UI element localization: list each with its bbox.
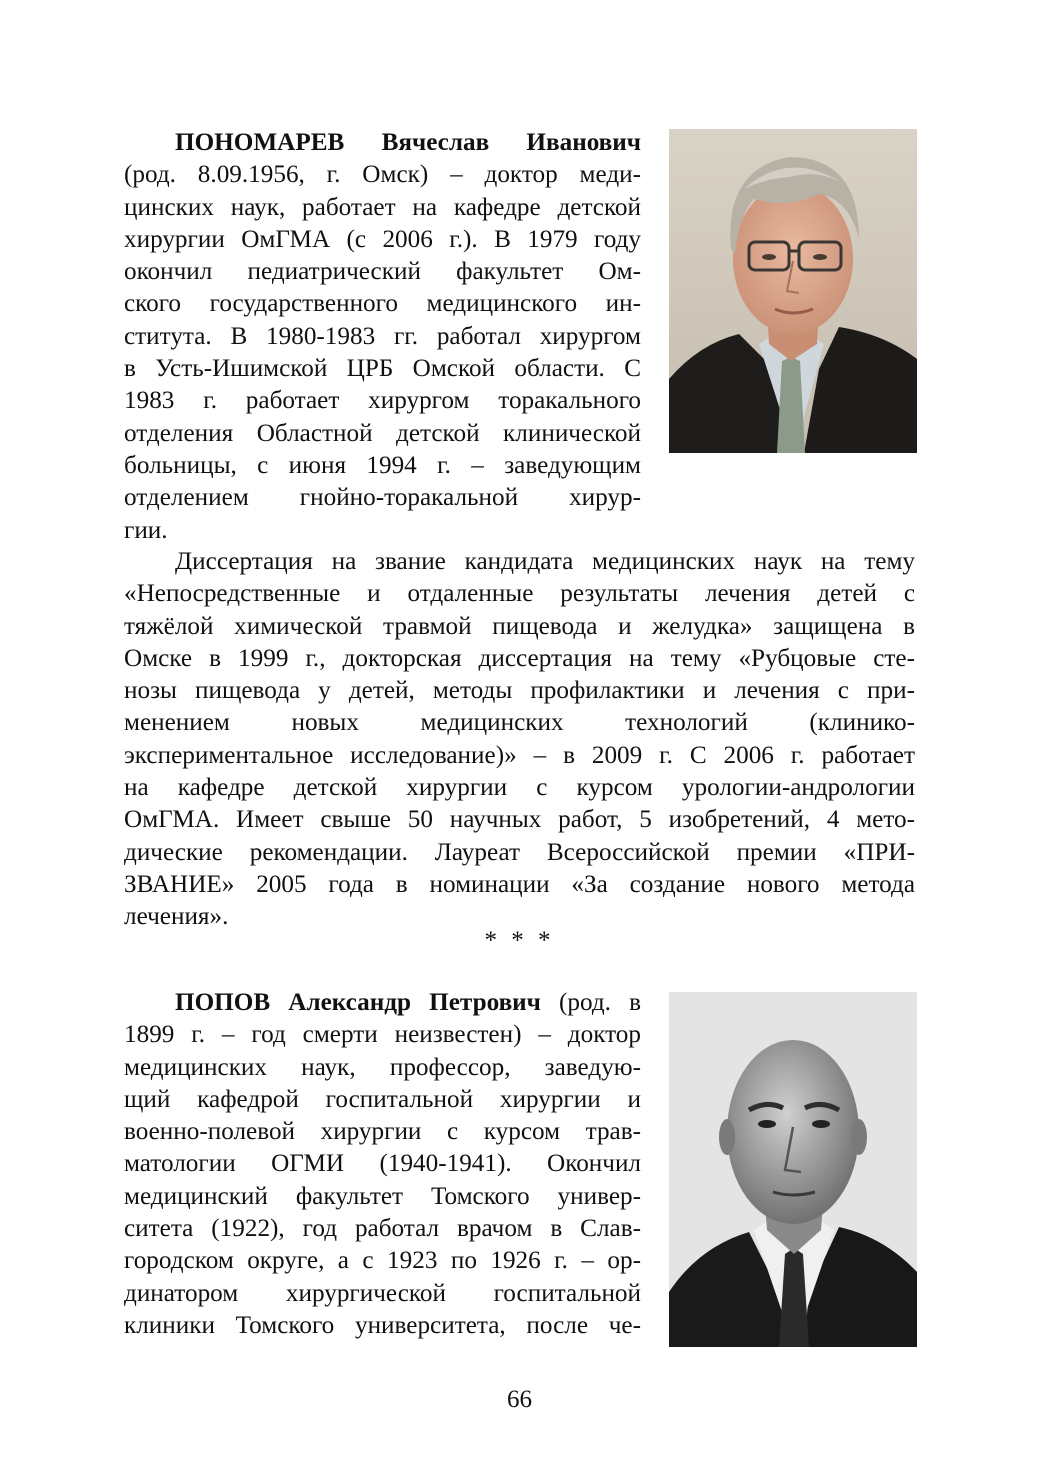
text-line: медицинский факультет Томского универ-	[124, 1182, 641, 1210]
text-line: лечения».	[124, 903, 229, 931]
text-line: ЗВАНИЕ» 2005 года в номинации «За создание нового метода	[124, 870, 915, 898]
name-popov: ПОПОВ Александр Петрович	[175, 989, 541, 1016]
text-line: (род. 8.09.1956, г. Омск) – доктор меди-	[124, 161, 641, 189]
text-line: гии.	[124, 516, 168, 544]
text-line: окончил педиатрический факультет Ом-	[124, 258, 641, 286]
text-fragment: (род. в	[559, 989, 641, 1016]
text-line: больницы, с июня 1994 г. – заведующим	[124, 451, 641, 479]
given-name-ponomarev: Вячеслав Иванович	[381, 129, 641, 156]
text-line: «Непосредственные и отдаленные результаты лечения детей с	[124, 580, 915, 608]
entry-ponomarev-dissertation	[124, 546, 915, 934]
portrait-photo-popov	[669, 992, 917, 1347]
entry-ponomarev-intro	[124, 127, 641, 547]
page-number: 66	[507, 1386, 532, 1413]
entry-popov-intro	[124, 987, 641, 1342]
text-line: нозы пищевода у детей, методы профилактики и лечения с при-	[124, 677, 915, 705]
portrait-ponomarev-illustration	[669, 129, 917, 453]
text-line: дические рекомендации. Лауреат Всероссийской премии «ПРИ-	[124, 838, 915, 866]
text-line: цинских наук, работает на кафедре детской	[124, 193, 641, 221]
text-line: Омске в 1999 г., докторская диссертация на тему «Рубцовые сте-	[124, 644, 915, 672]
portrait-popov-illustration	[669, 992, 917, 1347]
text-line: ситета (1922), год работал врачом в Слав-	[124, 1215, 641, 1243]
text-line: матологии ОГМИ (1940-1941). Окончил	[124, 1150, 641, 1178]
text-line: военно-полевой хирургии с курсом трав-	[124, 1118, 641, 1146]
text-line: отделения Областной детской клинической	[124, 419, 641, 447]
text-line: хирургии ОмГМА (с 2006 г.). В 1979 году	[124, 225, 641, 253]
text-line	[124, 987, 641, 1019]
section-separator: * * *	[484, 927, 555, 954]
text-line: экспериментальное исследование)» – в 2009 г. С 2006 г. работает	[124, 741, 915, 769]
text-line: ского государственного медицинского ин-	[124, 290, 641, 318]
text-line: городском округе, а с 1923 по 1926 г. – ор-	[124, 1247, 641, 1275]
text-line: в Усть-Ишимской ЦРБ Омской области. С	[124, 355, 641, 383]
text-line: динатором хирургической госпитальной	[124, 1279, 641, 1307]
text-line: тяжёлой химической травмой пищевода и желудка» защищена в	[124, 612, 915, 640]
text-line: медицинских наук, профессор, заведую-	[124, 1053, 641, 1081]
surname-ponomarev: ПОНОМАРЕВ	[175, 129, 345, 156]
text-line: щий кафедрой госпитальной хирургии и	[124, 1085, 641, 1113]
text-line: клиники Томского университета, после че-	[124, 1311, 641, 1339]
text-line: 1899 г. – год смерти неизвестен) – доктор	[124, 1021, 641, 1049]
text-line: менением новых медицинских технологий (клинико-	[124, 709, 915, 737]
text-line	[124, 127, 641, 159]
text-line: на кафедре детской хирургии с курсом урологии-андрологии	[124, 774, 915, 802]
text-line: ститута. В 1980-1983 гг. работал хирургом	[124, 322, 641, 350]
text-line: 1983 г. работает хирургом торакального	[124, 387, 641, 415]
text-line: Диссертация на звание кандидата медицинских наук на тему	[175, 548, 915, 575]
text-line: ОмГМА. Имеет свыше 50 научных работ, 5 изобретений, 4 мето-	[124, 806, 915, 834]
portrait-photo-ponomarev	[669, 129, 917, 453]
text-line: отделением гнойно-торакальной хирур-	[124, 484, 641, 512]
